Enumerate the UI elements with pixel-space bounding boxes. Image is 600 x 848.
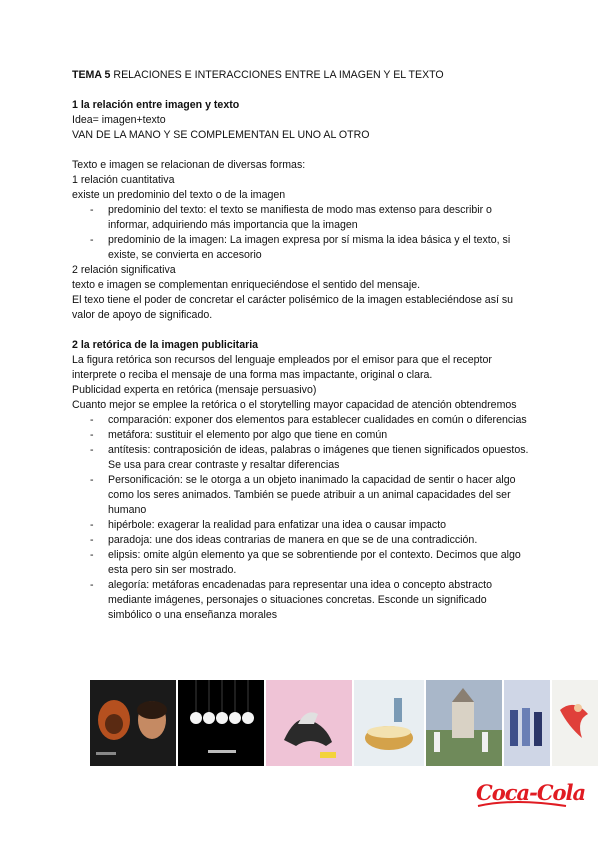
text-line: VAN DE LA MANO Y SE COMPLEMENTAN EL UNO AL OTRO — [72, 129, 370, 141]
text-line: existe un predominio del texto o de la imagen — [72, 189, 286, 201]
section-2-heading: 2 la retórica de la imagen publicitaria — [72, 339, 259, 351]
list-item: - hipérbole: exagerar la realidad para enfatizar una idea o causar impacto — [72, 518, 532, 533]
orangutan-ad-image — [90, 680, 176, 766]
bullet-list — [72, 203, 532, 263]
people-ad-image — [504, 680, 550, 766]
paragraph: Cuanto mejor se emplee la retórica o el storytelling mayor capacidad de atención obtendremos — [72, 399, 517, 411]
document-body — [72, 68, 532, 623]
coca-cola-logo — [474, 776, 586, 812]
text-line: Texto e imagen se relacionan de diversas formas: — [72, 159, 306, 171]
ribbon-ad-image — [552, 680, 598, 766]
list-item: - predominio de la imagen: La imagen expresa por sí misma la idea básica y el texto, si existe, se convierta en accesorio — [72, 233, 532, 263]
list-item: - predominio del texto: el texto se manifiesta de modo mas extenso para describir o informar, adquiriendo más importancia que la imagen — [72, 203, 532, 233]
document-title: TEMA 5 RELACIONES E INTERACCIONES ENTRE LA IMAGEN Y EL TEXTO — [72, 69, 444, 81]
paragraph: La figura retórica son recursos del lenguaje empleados por el emisor para que el receptor interprete o reciba el mensaje de una forma mas impactante, original o clara. — [72, 354, 492, 381]
subheading: 2 relación significativa — [72, 264, 176, 276]
list-item: - paradoja: une dos ideas contrarias de manera en que se de una contradicción. — [72, 533, 532, 548]
bullet-list — [72, 413, 532, 623]
shoe-ad-image — [266, 680, 352, 766]
text-line: Idea= imagen+texto — [72, 114, 166, 126]
list-item: - Personificación: se le otorga a un objeto inanimado la capacidad de sentir o hacer algo como los seres animados. También se puede atribuir a un animal capacidades del ser humano — [72, 473, 532, 518]
list-item: - antítesis: contraposición de ideas, palabras o imágenes que tienen significados opuestos. Se usa para crear contraste y resaltar diferencias — [72, 443, 532, 473]
list-item: - comparación: exponer dos elementos para establecer cualidades en común o diferencias — [72, 413, 532, 428]
text-line: Publicidad experta en retórica (mensaje persuasivo) — [72, 384, 317, 396]
subheading: 1 relación cuantitativa — [72, 174, 175, 186]
light-bulbs-ad-image — [178, 680, 264, 766]
cereal-ad-image — [354, 680, 424, 766]
paragraph: El texo tiene el poder de concretar el carácter polisémico de la imagen estableciéndose así su valor de apoyo de significado. — [72, 294, 514, 321]
svg-text:Coca-Cola: Coca-Cola — [476, 780, 586, 805]
section-1-heading: 1 la relación entre imagen y texto — [72, 99, 240, 111]
list-item: - elipsis: omite algún elemento ya que se sobrentiende por el contexto. Decimos que algo esta pero sin ser mostrado. — [72, 548, 532, 578]
list-item: - alegoría: metáforas encadenadas para representar una idea o concepto abstracto mediante imágenes, personajes o situaciones concretas. Esconde un significado simbólico o una enseñanza morales — [72, 578, 532, 623]
text-line: texto e imagen se complementan enriqueciéndose el sentido del mensaje. — [72, 279, 421, 291]
church-ad-image — [426, 680, 502, 766]
list-item: - metáfora: sustituir el elemento por algo que tiene en común — [72, 428, 532, 443]
